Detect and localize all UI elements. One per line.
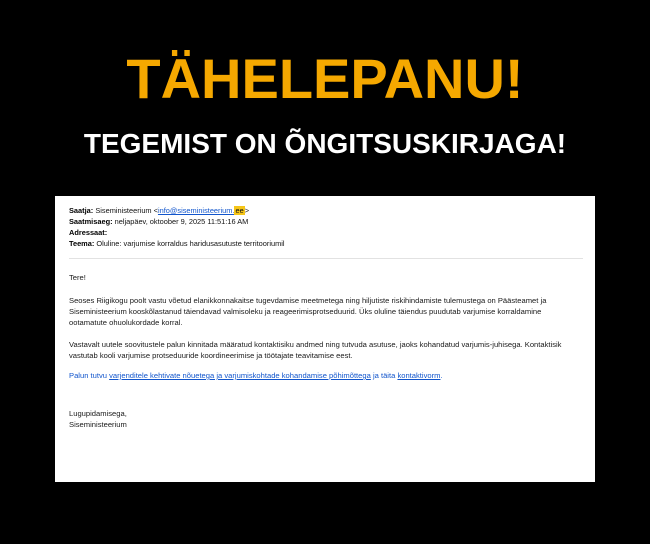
- warning-headline: TÄHELEPANU!: [126, 47, 524, 110]
- warning-subheadline: TEGEMIST ON ÕNGITSUSKIRJAGA!: [83, 128, 567, 159]
- sent-value: neljapäev, oktoober 9, 2025 11:51:16 AM: [114, 217, 249, 226]
- subject-value: Oluline: varjumise korraldus haridusasutuste territooriumil: [96, 239, 285, 248]
- email-content: [55, 196, 595, 440]
- cta-prefix-text: Palun tutvu: [69, 371, 110, 381]
- cta-middle-text: ja täita: [370, 371, 398, 381]
- cta-suffix-text: .: [440, 371, 443, 381]
- email-header-subject: [69, 239, 583, 249]
- header-divider: [69, 258, 583, 259]
- email-header-sent: [69, 217, 583, 227]
- email-call-to-action: [69, 370, 569, 381]
- sender-address-link[interactable]: info@siseministeerium.: [157, 206, 235, 215]
- email-greeting: Tere!: [69, 273, 86, 282]
- cta-link-shelter-requirements[interactable]: varjenditele kehtivate nõuetega ja varjumiskohtade kohandamise põhimõttega: [109, 371, 371, 381]
- cta-link-contact-form[interactable]: kontaktivorm: [397, 371, 441, 381]
- sender-close-bracket: >: [244, 206, 250, 215]
- signature-line-2: Siseministeerium: [69, 419, 127, 429]
- sent-label: Saatmisaeg:: [69, 217, 113, 226]
- email-header-sender: [69, 206, 583, 216]
- email-header-recipient: [69, 228, 583, 238]
- email-screenshot-card: [55, 196, 595, 482]
- sender-name: Siseministeerium <: [95, 206, 158, 215]
- signature-line-1: Lugupidamisega,: [69, 409, 127, 419]
- sender-address-tld-highlight: ee: [235, 206, 244, 215]
- email-paragraph-2: Vastavalt uutele soovitustele palun kinnitada määratud kontaktisiku andmed ning tutvuda asutuse, jaoks kohandatud varjumis-juhisega. Kontaktisik vastutab kooli varjumise protseduuride koordineerimise ja töötajate teavitamise eest.: [69, 339, 562, 360]
- recipient-label: Adressaat:: [69, 228, 108, 237]
- email-signature: [69, 409, 583, 430]
- email-paragraph-1: Seoses Riigikogu poolt vastu võetud elanikkonnakaitse tugevdamise meetmetega ning hiljutiste riskihindamiste tulemustega on Päästeamet ja Siseministeerium kooskõlastanud täiendavad valmisoleku ja reageerimisprotseduurid. Üks oluline täiendus puudutab varjumise korraldamine ootamatute ohuolukordade korral.: [69, 296, 547, 328]
- sender-label: Saatja:: [69, 206, 94, 215]
- subject-label: Teema:: [69, 239, 95, 248]
